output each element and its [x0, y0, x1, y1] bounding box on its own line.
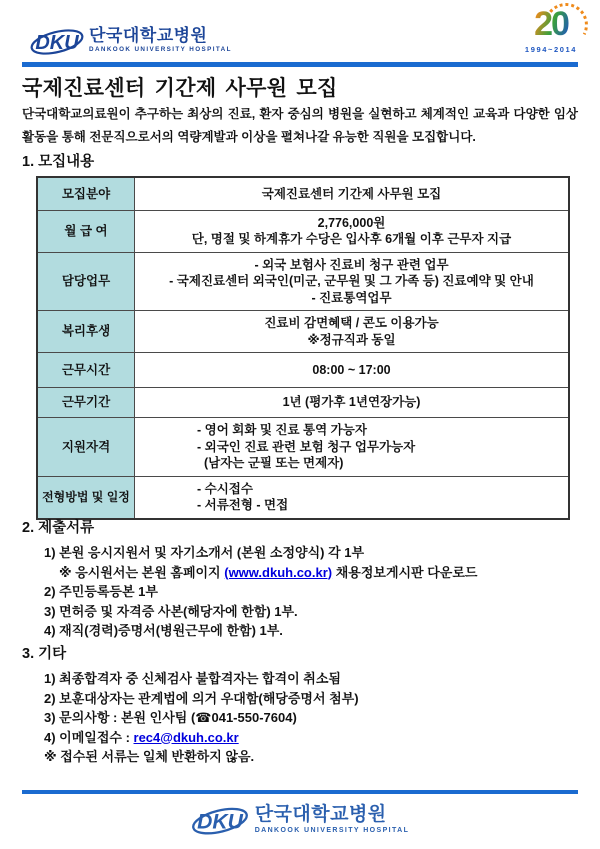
list-item: 2) 보훈대상자는 관계법에 의거 우대함(해당증명서 첨부): [44, 690, 359, 706]
row-label: 복리후생: [37, 311, 135, 353]
row-value: [135, 252, 570, 311]
row-value: [135, 210, 570, 252]
dku-logo-acronym: DKU: [196, 810, 243, 834]
section-3-heading: 3. 기타: [22, 646, 67, 662]
row-value: [135, 418, 570, 477]
section-1-heading: 1. 모집내용: [22, 154, 95, 170]
value-line: ※정규직과 동일: [307, 332, 396, 347]
row-label: 근무시간: [37, 353, 135, 388]
value-line: 08:00 ~ 17:00: [312, 362, 391, 377]
row-value: [135, 311, 570, 353]
row-duties: [37, 252, 569, 311]
anniversary-years: 1994~2014: [524, 45, 578, 54]
value-line: 국제진료센터 기간제 사무원 모집: [261, 186, 442, 201]
list-item: 1) 본원 응시지원서 및 자기소개서 (본원 소정양식) 각 1부: [44, 545, 365, 560]
row-value: [135, 353, 570, 388]
value-line: - 진료통역업무: [311, 290, 392, 305]
row-qualifications: [37, 418, 569, 477]
row-recruit-field: [37, 177, 569, 210]
section-recruit: [22, 150, 578, 177]
row-selection-process: [37, 476, 569, 519]
row-value: [135, 388, 570, 418]
website-link[interactable]: (www.dkuh.co.kr): [224, 564, 333, 580]
value-line: - 수시접수: [197, 481, 253, 496]
etc-list: [22, 669, 578, 767]
recruitment-table: [36, 176, 570, 520]
dku-logo-icon: [30, 22, 84, 58]
row-benefits: [37, 311, 569, 353]
page-title: 국제진료센터 기간제 사무원 모집: [22, 77, 338, 100]
submit-documents-list: [22, 543, 578, 641]
row-label: 지원자격: [37, 418, 135, 477]
value-line: - 국제진료센터 외국인(미군, 군무원 및 그 가족 등) 진료예약 및 안내: [169, 274, 534, 288]
note-text: ※ 응시원서는 본원 홈페이지: [59, 564, 225, 580]
value-line: 2,776,000원: [317, 215, 386, 230]
row-value: [135, 476, 570, 519]
footer-divider: [22, 790, 578, 794]
email-label: 4) 이메일접수 :: [44, 729, 134, 745]
value-line: - 외국인 진료 관련 보험 청구 업무가능자: [197, 439, 416, 454]
list-item: 4) 재직(경력)증명서(병원근무에 한함) 1부.: [44, 623, 283, 638]
list-item-note: ※ 접수된 서류는 일체 반환하지 않음.: [44, 749, 255, 764]
value-line: - 영어 회화 및 진료 통역 가능자: [197, 423, 367, 437]
list-item: 1) 최종합격자 중 신체검사 불합격자는 합격이 취소됨: [44, 671, 341, 686]
row-label: 근무기간: [37, 388, 135, 418]
row-label: 담당업무: [37, 252, 135, 311]
row-salary: [37, 210, 569, 252]
row-value: [135, 177, 570, 210]
value-line: 1년 (평가후 1년연장가능): [282, 395, 421, 410]
anniversary-20-emblem: [514, 6, 588, 62]
row-work-hours: [37, 353, 569, 388]
dku-logo-icon: [191, 800, 249, 838]
value-line: (남자는 군필 또는 면제자): [197, 456, 344, 470]
list-item-email: [44, 728, 578, 748]
hospital-name-korean: 단국대학교병원: [254, 803, 387, 825]
section-etc: [22, 642, 578, 767]
anniversary-number: 20: [514, 6, 588, 42]
section-2-heading: 2. 제출서류: [22, 520, 95, 536]
list-item-note: [44, 563, 578, 583]
row-label: 모집분야: [37, 177, 135, 210]
dku-logo-acronym: DKU: [35, 32, 79, 54]
value-line: - 서류전형 - 면접: [197, 498, 289, 512]
footer-hospital-logo: [0, 800, 600, 838]
list-item: 2) 주민등록등본 1부: [44, 584, 158, 599]
list-item: 3) 면허증 및 자격증 사본(해당자에 한함) 1부.: [44, 603, 298, 619]
intro-paragraph: 단국대학교의료원이 추구하는 최상의 진료, 환자 중심의 병원을 실현하고 체계적인 교육과 다양한 임상활동을 통해 전문직으로서의 역량계발과 이상을 펼쳐나갈 유능한 직원을 모집합니다.: [22, 107, 578, 144]
value-line: 진료비 감면혜택 / 콘도 이용가능: [264, 316, 439, 330]
row-work-period: [37, 388, 569, 418]
header-divider: [22, 62, 578, 67]
section-submit-documents: [22, 516, 578, 641]
row-label: 전형방법 및 일정: [37, 476, 135, 519]
row-label: 월 급 여: [37, 210, 135, 252]
note-text: 채용정보게시판 다운로드: [332, 564, 478, 580]
hospital-name-english: DANKOOK UNIVERSITY HOSPITAL: [254, 826, 410, 834]
email-link[interactable]: rec4@dkuh.co.kr: [133, 729, 239, 745]
hospital-name-korean: 단국대학교병원: [89, 25, 208, 45]
value-line: 단, 명절 및 하계휴가 수당은 입사후 6개월 이후 근무자 지급: [191, 232, 512, 246]
value-line: - 외국 보험사 진료비 청구 관련 업무: [254, 257, 449, 272]
list-item-phone: 3) 문의사항 : 본원 인사팀 (☎041-550-7604): [44, 710, 297, 725]
hospital-name-english: DANKOOK UNIVERSITY HOSPITAL: [89, 45, 232, 53]
hospital-logo: [30, 22, 232, 58]
